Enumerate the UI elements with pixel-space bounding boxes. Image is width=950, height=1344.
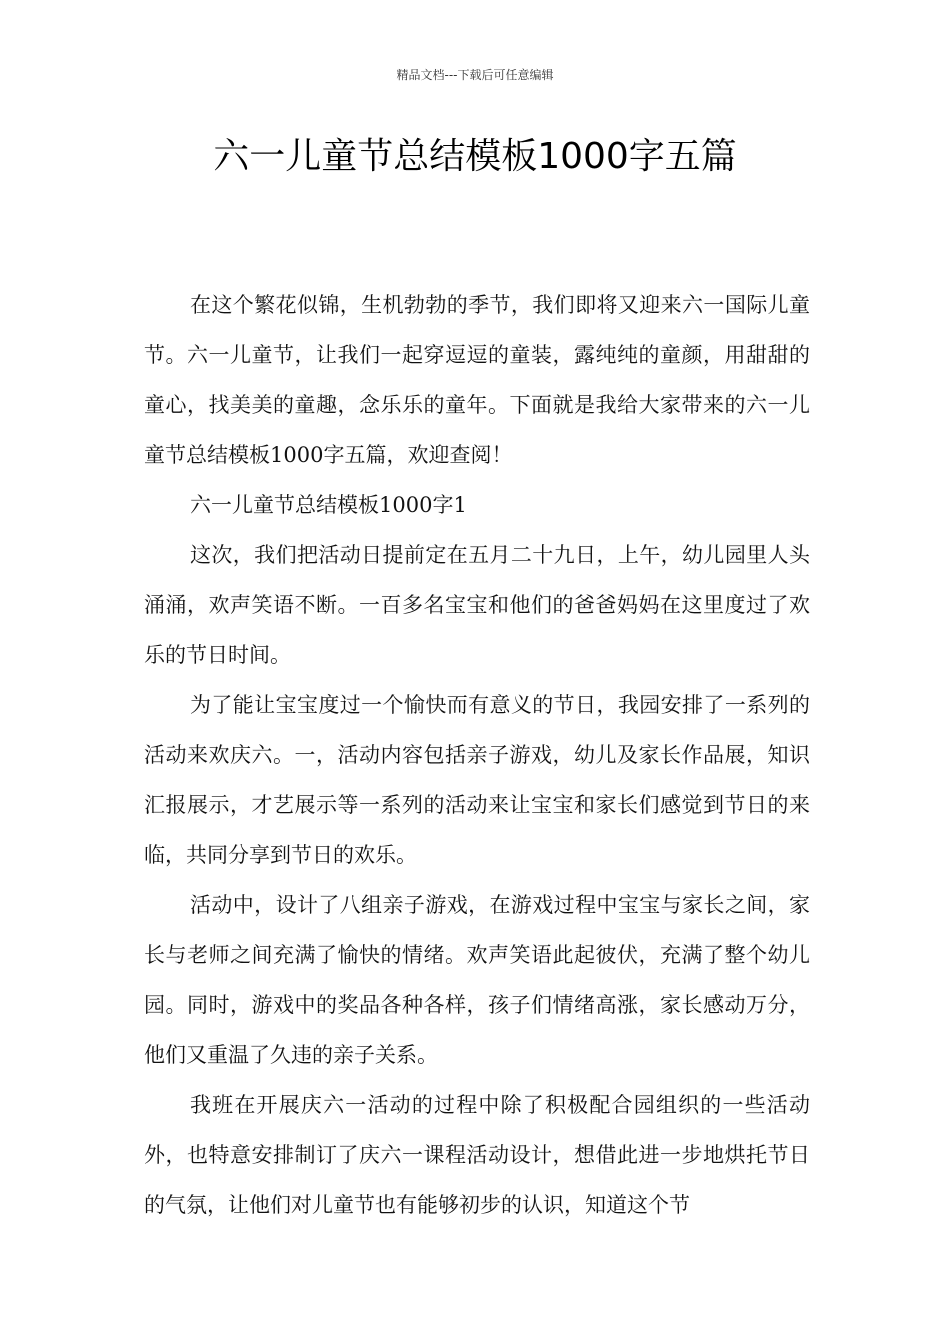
- paragraph: 活动中，设计了八组亲子游戏，在游戏过程中宝宝与家长之间，家长与老师之间充满了愉快的情绪。欢声笑语此起彼伏，充满了整个幼儿园。同时，游戏中的奖品各种各样，孩子们情绪高涨，家长感动万分，他们又重温了久违的亲子关系。: [144, 893, 810, 1067]
- section-heading: 六一儿童节总结模板1000字1: [190, 493, 467, 517]
- paragraph: 为了能让宝宝度过一个愉快而有意义的节日，我园安排了一系列的活动来欢庆六。一，活动内容包括亲子游戏，幼儿及家长作品展，知识汇报展示，才艺展示等一系列的活动来让宝宝和家长们感觉到节日的来临，共同分享到节日的欢乐。: [144, 693, 810, 867]
- paragraph: 这次，我们把活动日提前定在五月二十九日，上午，幼儿园里人头涌涌，欢声笑语不断。一百多名宝宝和他们的爸爸妈妈在这里度过了欢乐的节日时间。: [144, 543, 810, 667]
- document-body: [144, 280, 810, 1230]
- document-title: 六一儿童节总结模板1000字五篇: [213, 136, 737, 177]
- header-note: 精品文档---下载后可任意编辑: [396, 68, 554, 82]
- paragraph-intro: 在这个繁花似锦，生机勃勃的季节，我们即将又迎来六一国际儿童节。六一儿童节，让我们一起穿逗逗的童装，露纯纯的童颜，用甜甜的童心，找美美的童趣，念乐乐的童年。下面就是我给大家带来的六一儿童节总结模板1000字五篇，欢迎查阅！: [144, 293, 810, 467]
- paragraph: 我班在开展庆六一活动的过程中除了积极配合园组织的一些活动外，也特意安排制订了庆六一课程活动设计，想借此进一步地烘托节日的气氛，让他们对儿童节也有能够初步的认识，知道这个节: [144, 1093, 810, 1217]
